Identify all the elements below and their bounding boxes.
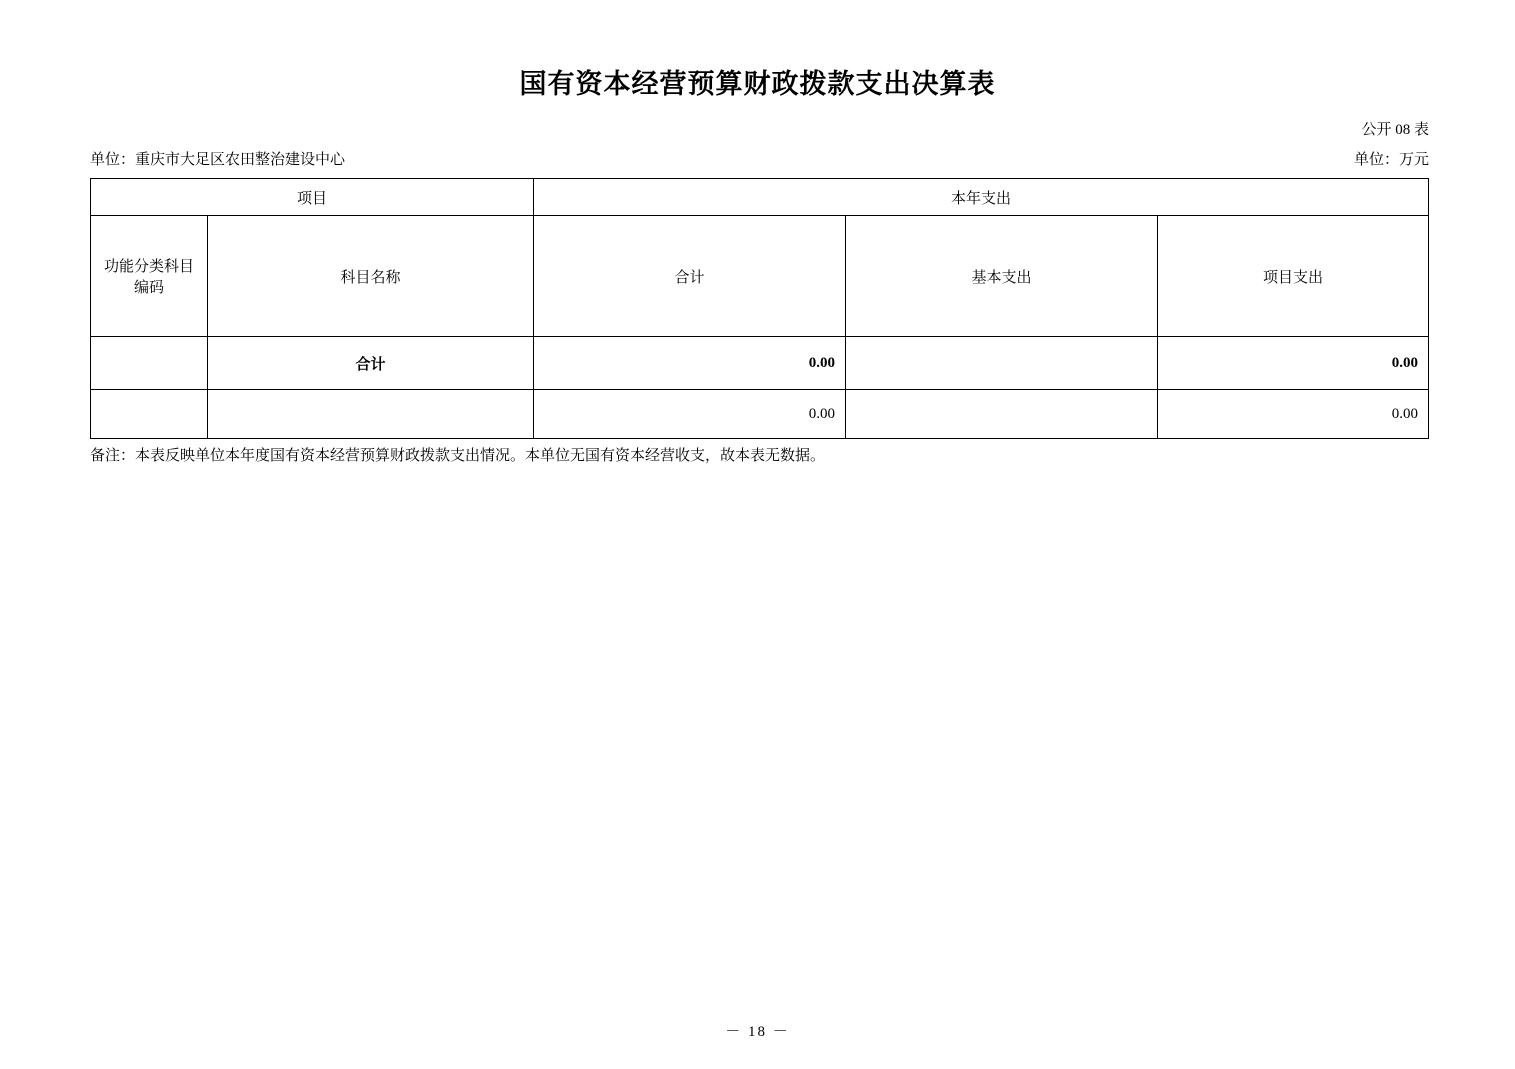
- cell-project: 0.00: [1158, 337, 1429, 390]
- header-col-total: 合计: [534, 216, 846, 337]
- header-group-current-year: 本年支出: [534, 179, 1429, 216]
- cell-name: 合计: [208, 337, 534, 390]
- cell-name: [208, 390, 534, 439]
- cell-code: [91, 390, 208, 439]
- page-number: － 18 －: [725, 1024, 790, 1040]
- budget-table: [90, 178, 1429, 439]
- table-row: [91, 390, 1429, 439]
- amount-unit-label: 单位：万元: [1353, 152, 1429, 168]
- cell-total: 0.00: [534, 337, 846, 390]
- header-col-name: 科目名称: [208, 216, 534, 337]
- table-header-group-row: [91, 179, 1429, 216]
- table-header-column-row: [91, 216, 1429, 337]
- cell-basic: [846, 390, 1158, 439]
- header-col-code: [91, 216, 208, 337]
- header-col-project: 项目支出: [1158, 216, 1429, 337]
- cell-basic: [846, 337, 1158, 390]
- budget-table-wrapper: [90, 178, 1428, 439]
- table-row: [91, 337, 1429, 390]
- page-title: 国有资本经营预算财政拨款支出决算表: [519, 69, 996, 99]
- cell-total: 0.00: [534, 390, 846, 439]
- cell-project: 0.00: [1158, 390, 1429, 439]
- cell-code: [91, 337, 208, 390]
- form-number: 公开 08 表: [1361, 122, 1429, 138]
- table-note: 备注：本表反映单位本年度国有资本经营预算财政拨款支出情况。本单位无国有资本经营收支，故本表无数据。: [90, 448, 826, 464]
- unit-label: 单位：重庆市大足区农田整治建设中心: [90, 152, 346, 168]
- header-group-item: 项目: [91, 179, 534, 216]
- header-col-code-line2: 编码: [133, 280, 164, 296]
- header-col-code-line1: 功能分类科目: [103, 259, 194, 275]
- meta-row: [90, 148, 1429, 168]
- header-col-basic: 基本支出: [846, 216, 1158, 337]
